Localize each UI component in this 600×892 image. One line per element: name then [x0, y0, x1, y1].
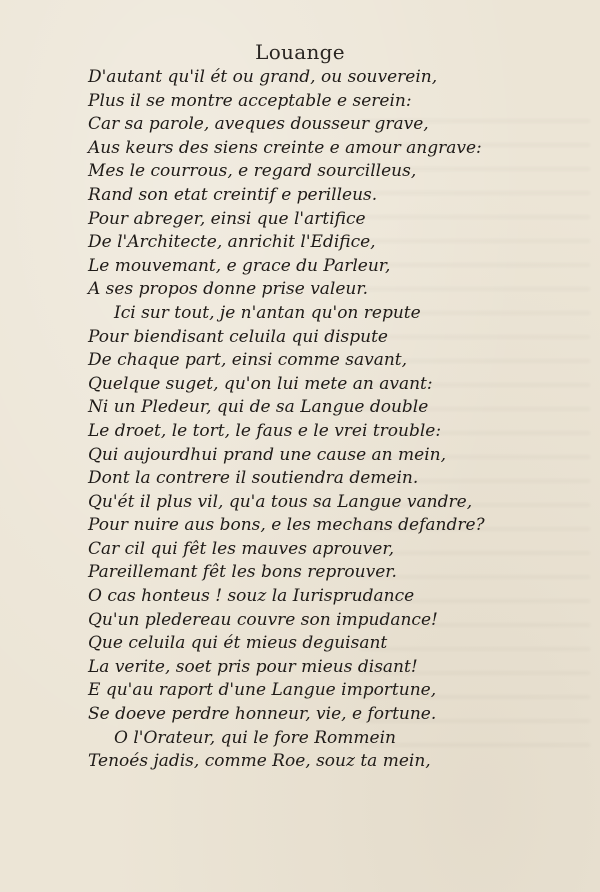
verse-line: Qu'un pledereau couvre son impudance!	[88, 609, 438, 630]
verse-line: Ici sur tout, je n'antan qu'on repute	[114, 302, 421, 323]
verse-line: Ni un Pledeur, qui de sa Langue double	[88, 397, 429, 418]
verse-line: Que celuila qui ét mieus deguisant	[88, 633, 388, 654]
verse-line: Le droet, le tort, le faus e le vrei trouble:	[88, 420, 442, 441]
verse-block	[88, 66, 485, 774]
verse-line: Quelque suget, qu'on lui mete an avant:	[88, 373, 433, 394]
verse-line: Aus keurs des siens creinte e amour angrave:	[88, 137, 482, 158]
verse-line: De chaque part, einsi comme savant,	[88, 350, 408, 371]
verse-line: Le mouvemant, e grace du Parleur,	[88, 255, 391, 276]
verse-line: D'autant qu'il ét ou grand, ou souverein,	[88, 67, 438, 87]
verse-line: Dont la contrere il soutiendra demein.	[88, 468, 419, 489]
verse-line: O cas honteus ! souz la Iurisprudance	[88, 586, 415, 607]
verse-line: Pour abreger, einsi que l'artifice	[88, 208, 366, 229]
verse-line: Pour nuire aus bons, e les mechans defandre?	[88, 515, 485, 536]
verse-line: Qu'ét il plus vil, qu'a tous sa Langue vandre,	[88, 491, 473, 512]
verse-line: Plus il se montre acceptable e serein:	[88, 90, 412, 111]
verse-line: Tenoés jadis, comme Roe, souz ta mein,	[88, 751, 431, 772]
verse-line: A ses propos donne prise valeur.	[88, 279, 369, 300]
verse-line: De l'Architecte, anrichit l'Edifice,	[88, 232, 376, 253]
verse-line: Car sa parole, aveques dousseur grave,	[88, 114, 429, 135]
verse-line: Se doeve perdre honneur, vie, e fortune.	[88, 704, 437, 725]
verse-line: Qui aujourdhui prand une cause an mein,	[88, 444, 447, 465]
verse-line: La verite, soet pris pour mieus disant!	[88, 656, 418, 677]
verse-line: Car cil qui fêt les mauves aprouver,	[88, 538, 395, 559]
verse-line: Mes le courrous, e regard sourcilleus,	[88, 161, 417, 182]
verse-line: Rand son etat creintif e perilleus.	[88, 184, 378, 205]
verse-line: E qu'au raport d'une Langue importune,	[88, 680, 437, 701]
verse-line: Pour biendisant celuila qui dispute	[88, 326, 388, 347]
running-head: Louange	[255, 40, 345, 64]
verse-line: O l'Orateur, qui le fore Rommein	[114, 727, 396, 748]
verse-line: Pareillemant fêt les bons reprouver.	[88, 562, 397, 583]
